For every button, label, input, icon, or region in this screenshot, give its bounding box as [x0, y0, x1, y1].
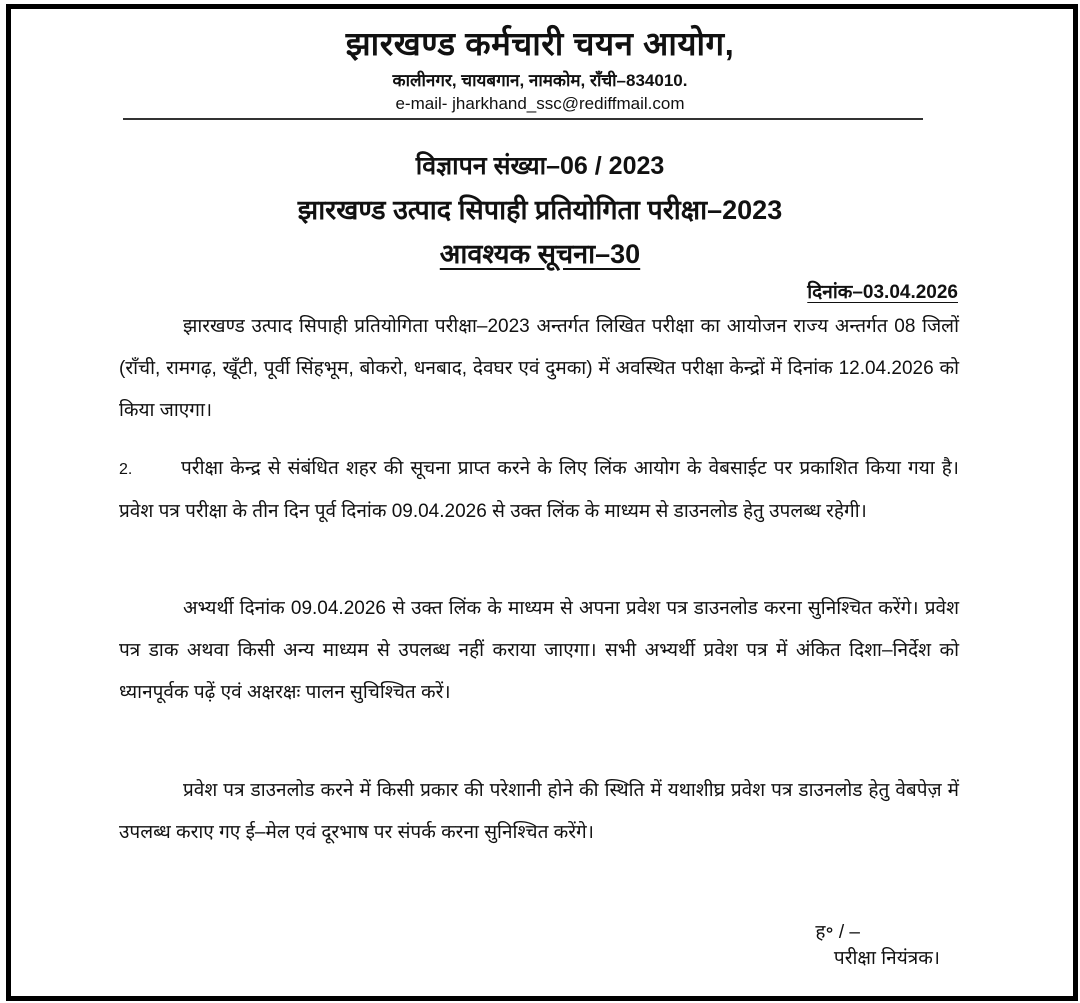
notice-title: [0, 234, 1080, 271]
paragraph-3: [119, 588, 959, 714]
advertisement-number: विज्ञापन संख्या–06 / 2023: [415, 152, 665, 180]
organization-title: झारखण्ड कर्मचारी चयन आयोग,: [345, 25, 735, 62]
paragraph-number: 2.: [119, 461, 133, 478]
paragraph-text: अभ्यर्थी दिनांक 09.04.2026 से उक्त लिंक के माध्यम से अपना प्रवेश पत्र डाउनलोड करना सुनिश्चित करेंगे। प्रवेश पत्र डाक अथवा किसी अन्य माध्यम से उपलब्ध नहीं कराया जाएगा। सभी अभ्यर्थी प्रवेश पत्र में अंकित दिशा–निर्देश को ध्यानपूर्वक पढ़ें एवं अक्षरक्षः पालन सुचिश्चित करें।: [119, 598, 959, 703]
signatory-designation: परीक्षा नियंत्रक।: [833, 948, 940, 969]
paragraph-text: झारखण्ड उत्पाद सिपाही प्रतियोगिता परीक्षा–2023 अन्तर्गत लिखित परीक्षा का आयोजन राज्य अन्तर्गत 08 जिलों (राँची, रामगढ़, खूँटी, पूर्वी सिंहभूम, बोकरो, धनबाद, देवघर एवं दुमका) में अवस्थित परीक्षा केन्द्रों में दिनांक 12.04.2026 को किया जाएगा।: [119, 316, 959, 421]
notice-date: [807, 278, 958, 304]
exam-title: झारखण्ड उत्पाद सिपाही प्रतियोगिता परीक्षा–2023: [297, 195, 783, 225]
header-divider: [123, 118, 923, 120]
organization-address: कालीनगर, चायबगान, नामकोम, राँची–834010.: [392, 71, 688, 90]
paragraph-1: [119, 306, 959, 432]
paragraph-text: प्रवेश पत्र डाउनलोड करने में किसी प्रकार की परेशानी होने की स्थिति में यथाशीघ्र प्रवेश पत्र डाउनलोड हेतु वेबपेज़ में उपलब्ध कराए गए ई–मेल एवं दूरभाष पर संपर्क करना सुनिश्चित करेंगे।: [119, 780, 959, 843]
notice-date-text: दिनांक–03.04.2026: [807, 282, 958, 303]
paragraph-4: [119, 770, 959, 854]
paragraph-text: परीक्षा केन्द्र से संबंधित शहर की सूचना प्राप्त करने के लिए लिंक आयोग के वेबसाईट पर प्रकाशित किया गया है। प्रवेश पत्र परीक्षा के तीन दिन पूर्व दिनांक 09.04.2026 से उक्त लिंक के माध्यम से डाउनलोड हेतु उपलब्ध रहेगी।: [119, 458, 959, 522]
paragraph-2: [119, 448, 959, 533]
notice-title-text: आवश्यक सूचना–30: [439, 239, 641, 269]
organization-email: e-mail- jharkhand_ssc@rediffmail.com: [395, 94, 685, 113]
signature-mark: ह॰ / –: [815, 922, 860, 943]
